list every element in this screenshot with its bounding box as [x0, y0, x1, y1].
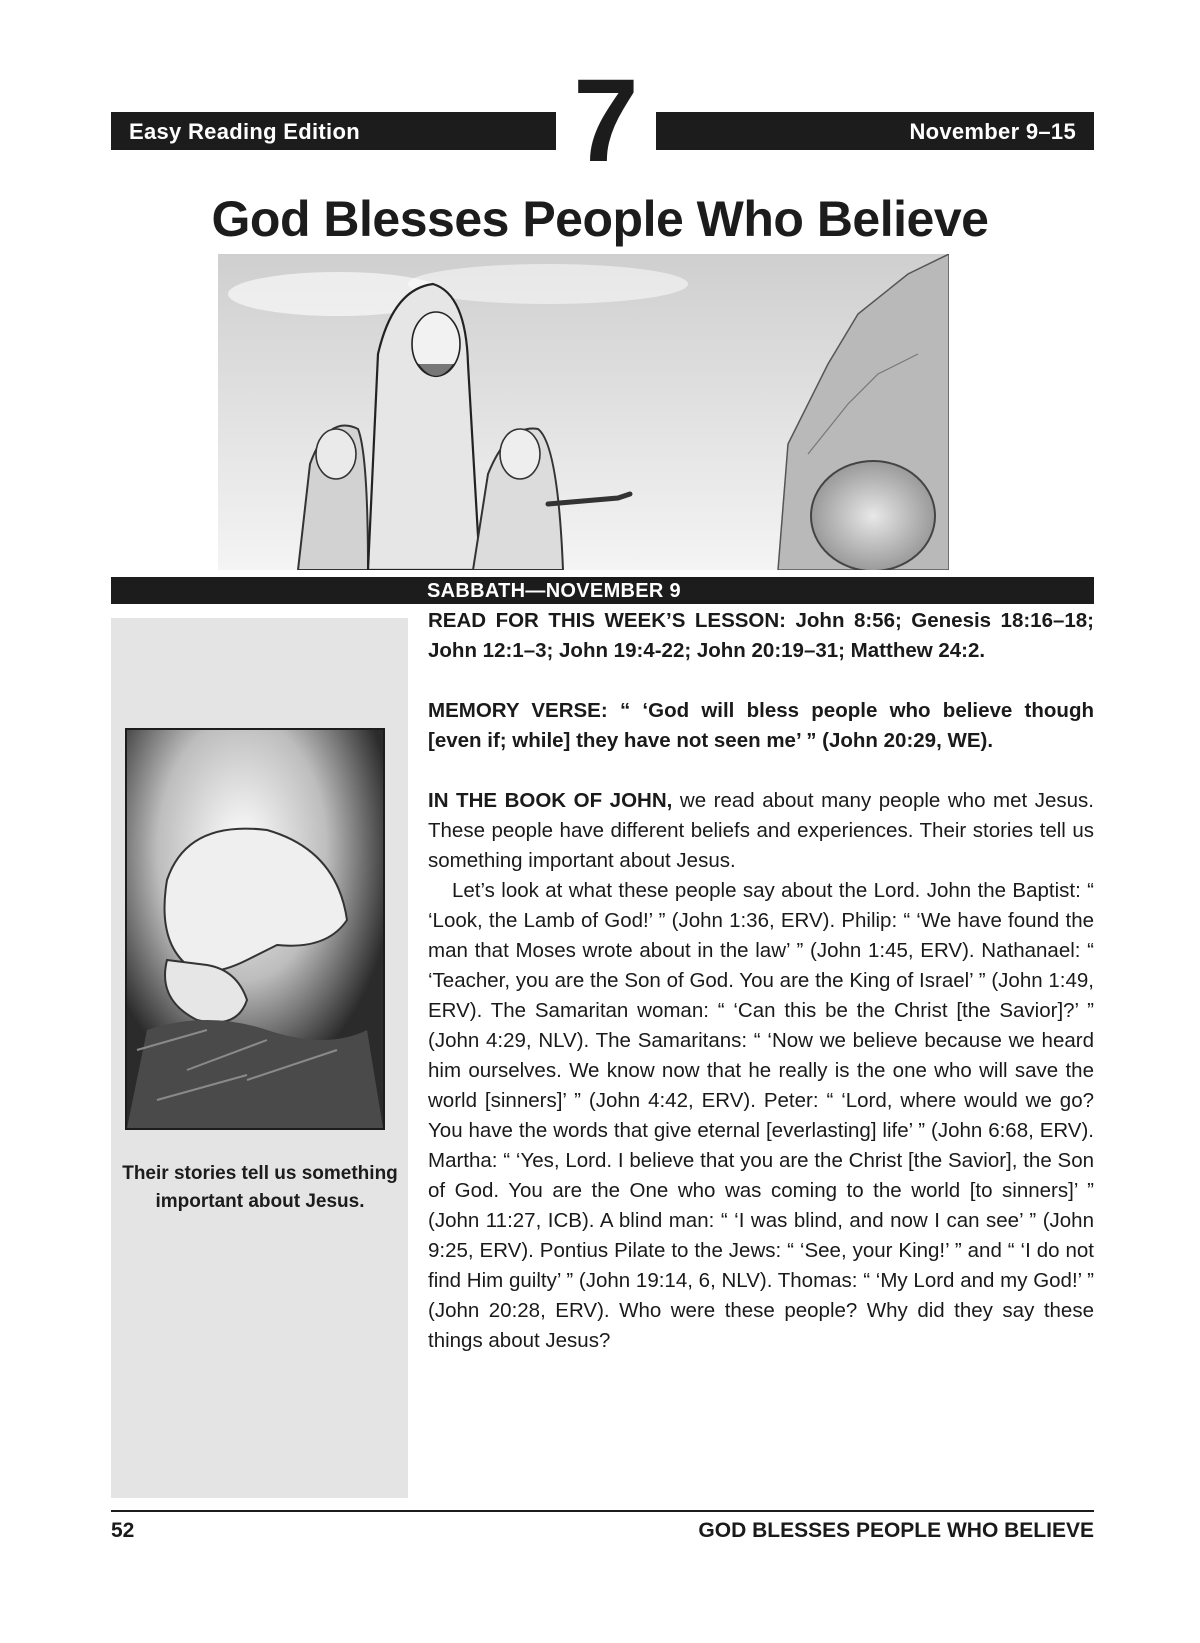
body-paragraph: Let’s look at what these people say about the Lord. John the Baptist: “ ‘Look, the Lamb of God!’ ” (John 1:36, ERV). Philip: “ ‘We have found the man that Moses wrote about in the law’ ” (John 1:45, ERV). Nathanael: “ ‘Teacher, you are the Son of God. You are the King of Israel’ ” (John 1:49, ERV). The Samaritan woman: “ ‘Can this be the Christ [the Savior]?’ ” (John 4:29, NLV). The Samaritans: “ ‘Now we believe because we heard him ourselves. We know now that he really is the one who will save the world [sinners]’ ” (John 4:42, ERV). Peter: “ ‘Lord, where would we go? You have the words that give eternal [everlasting] life’ ” (John 6:68, ERV). Martha: “ ‘Yes, Lord. I believe that you are the Christ [the Savior], the Son of God. You are the One who was coming to the world [to sinners]’ ” (John 11:27, ICB). A blind man: “ ‘I was blind, and now I can see’ ” (John 9:25, ERV). Pontius Pilate to the Jews: “ ‘See, your King!’ ” and “ ‘I do not find Him guilty’ ” (John 19:14, 6, NLV). Thomas: “ ‘My Lord and my God!’ ” (John 20:28, ERV). Who were these people? Why did they say these things about Jesus? [428, 879, 1094, 1352]
intro-lead: IN THE BOOK OF JOHN, [428, 789, 673, 812]
date-bar [656, 112, 1094, 150]
sidebar-caption: Their stories tell us something important about Jesus. [122, 1163, 398, 1212]
footer-rule [111, 1510, 1094, 1512]
memory-verse-text: “ ‘God will bless people who believe though [even if; while] they have not seen me’ ” (John 20:29, WE). [428, 699, 1094, 752]
reading-label: READ FOR THIS WEEK’S LESSON: [428, 609, 786, 632]
day-heading-bar [111, 577, 1094, 604]
edition-bar [111, 112, 556, 150]
memory-verse-label: MEMORY VERSE: [428, 699, 608, 722]
sidebar [111, 618, 408, 1498]
date-range: November 9–15 [909, 119, 1076, 144]
lamb-illustration [125, 728, 385, 1130]
memory-verse-block [428, 696, 1094, 756]
page-title: God Blesses People Who Believe [211, 191, 989, 247]
lesson-body [428, 606, 1094, 1356]
hero-illustration [218, 254, 949, 570]
day-heading: SABBATH—NOVEMBER 9 [427, 580, 681, 602]
reading-refs: John 8:56; Genesis 18:16–18; John 12:1–3; John 19:4-22; John 20:19–31; Matthew 24:2. [428, 609, 1095, 662]
intro-text: we read about many people who met Jesus. These people have different beliefs and experiences. Their stories tell us something important about Jesus. [428, 789, 1095, 872]
intro-paragraph [428, 786, 1094, 876]
lesson-number: 7 [573, 55, 639, 187]
running-title: GOD BLESSES PEOPLE WHO BELIEVE [698, 1519, 1094, 1542]
edition-label: Easy Reading Edition [129, 119, 360, 144]
reading-block [428, 606, 1094, 666]
page-number: 52 [111, 1519, 135, 1542]
